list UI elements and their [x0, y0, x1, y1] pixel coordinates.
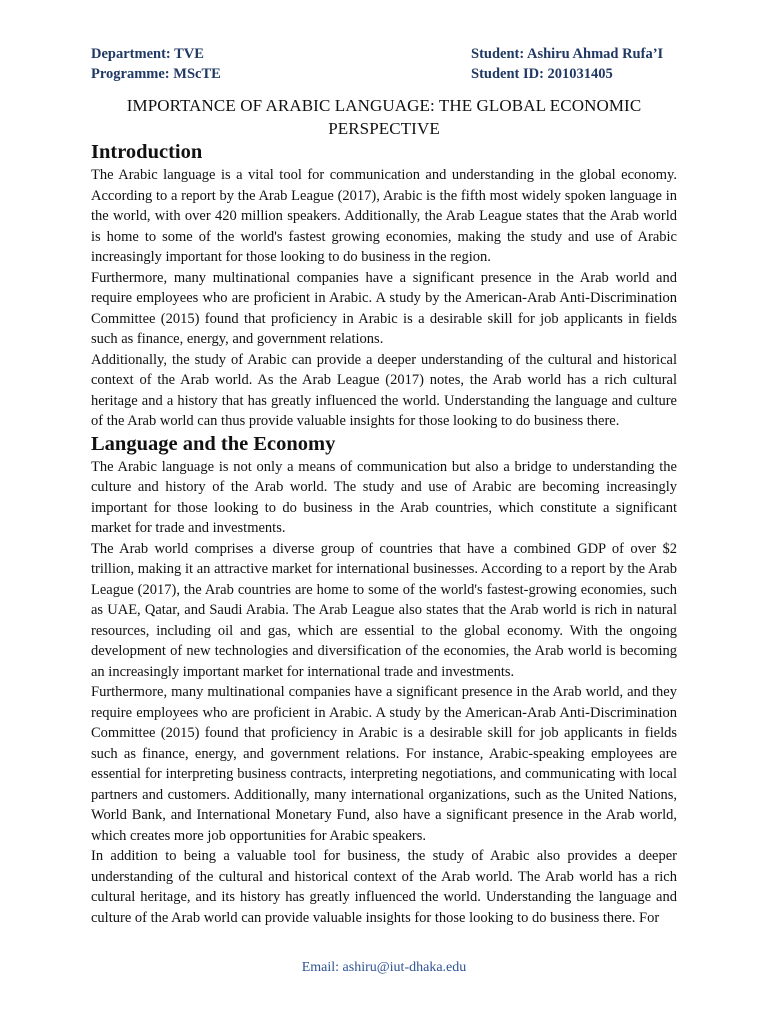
paragraph: Furthermore, many multinational companies have a significant presence in the Arab world, and they require employees who are proficient in Arabic. A study by the American-Arab Anti-Discrimination Committee (2015) found that proficiency in Arabic is a desirable skill for job applicants in fields such as finance, energy, and government relations. For instance, Arabic-speaking employees are essential for interpreting business contracts, interpreting negotiations, and communicating with local partners and customers. Additionally, many international organizations, such as the United Nations, World Bank, and International Monetary Fund, also have a significant presence in the Arab world, which creates more job opportunities for Arabic speakers. [91, 684, 677, 844]
programme-label: Programme: MScTE [91, 66, 221, 82]
student-name: Student: Ashiru Ahmad Rufa’I [471, 46, 664, 62]
student-id: Student ID: 201031405 [471, 66, 613, 82]
paragraph: In addition to being a valuable tool for business, the study of Arabic also provides a deeper understanding of the cultural and historical context of the Arab world. The Arab world has a rich cultural heritage, and its history has greatly influenced the world. Understanding the language and culture of the Arab world can provide valuable insights for those looking to do business there. For [91, 848, 677, 926]
section-heading-introduction: Introduction [91, 141, 203, 163]
department-label: Department: TVE [91, 46, 204, 62]
paragraph: The Arabic language is a vital tool for communication and understanding in the global economy. According to a report by the Arab League (2017), Arabic is the fifth most widely spoken language in the world, with over 420 million speakers. Additionally, the Arab League states that the Arab world is home to some of the world's fastest growing economies, making the study and use of Arabic increasingly important for those looking to do business in the region. [91, 167, 677, 265]
footer-email: Email: ashiru@iut-dhaka.edu [301, 960, 467, 975]
paragraph: The Arab world comprises a diverse group of countries that have a combined GDP of over $2 trillion, making it an attractive market for international businesses. According to a report by the Arab League (2017), the Arab countries are home to some of the world's fastest-growing economies, such as UAE, Qatar, and Saudi Arabia. The Arab League also states that the Arab world is rich in natural resources, including oil and gas, which are essential to the global economy. With the ongoing development of new technologies and diversification of the economies, the Arab world is becoming an increasingly important market for international trade and investments. [91, 540, 677, 680]
document-title: IMPORTANCE OF ARABIC LANGUAGE: THE GLOBAL ECONOMIC PERSPECTIVE [126, 96, 642, 138]
document-header [91, 44, 677, 84]
paragraph: The Arabic language is not only a means of communication but also a bridge to understanding the culture and history of the Arab world. The study and use of Arabic are becoming increasingly important for those looking to do business in the Arab countries, which constitute a significant market for trade and investments. [91, 458, 677, 536]
paragraph: Furthermore, many multinational companies have a significant presence in the Arab world and require employees who are proficient in Arabic. A study by the American-Arab Anti-Discrimination Committee (2015) found that proficiency in Arabic is a desirable skill for job applicants in fields such as finance, energy, and government relations. [91, 269, 677, 347]
section-heading-language-economy: Language and the Economy [91, 432, 336, 455]
paragraph: Additionally, the study of Arabic can provide a deeper understanding of the cultural and historical context of the Arab world. As the Arab League (2017) notes, the Arab world has a rich cultural heritage and a history that has greatly influenced the world. Understanding the language and culture of the Arab world can thus provide valuable insights for those looking to do business there. [91, 351, 677, 429]
document-body [91, 140, 677, 928]
